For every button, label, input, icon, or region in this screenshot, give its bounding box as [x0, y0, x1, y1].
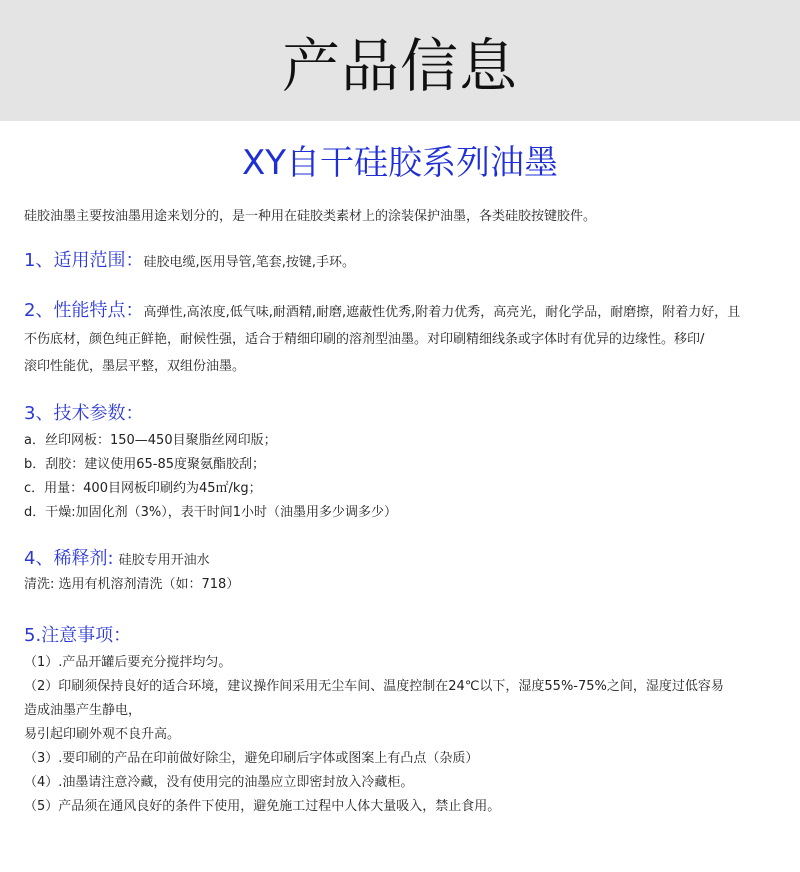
section-text: 硅胶专用开油水	[118, 553, 210, 568]
list-item: a．丝印网板：150—450目聚脂丝网印版；	[24, 433, 277, 448]
header-banner	[0, 0, 800, 121]
notes-list	[24, 651, 776, 819]
list-item: （2）印刷须保持良好的适合环境，建议操作间采用无尘车间、温度控制在24℃以下，湿度55%-75%之间，湿度过低容易	[24, 679, 724, 694]
section-heading: 1、适用范围：	[24, 250, 144, 271]
intro-paragraph: 硅胶油墨主要按油墨用途来划分的，是一种用在硅胶类素材上的涂装保护油墨，各类硅胶按键胶件。	[24, 209, 597, 224]
list-item: （4）.油墨请注意冷藏，没有使用完的油墨应立即密封放入冷藏柜。	[24, 775, 414, 790]
section-text: 不伤底材，颜色纯正鲜艳，耐候性强，适合于精细印刷的溶剂型油墨。对印刷精细线条或字体时有优异的边缘性。移印/	[24, 332, 705, 347]
list-item: （3）.要印刷的产品在印前做好除尘，避免印刷后字体或图案上有凸点（杂质）	[24, 751, 479, 766]
section-thinner	[24, 547, 776, 573]
product-title: XY自干硅胶系列油墨	[241, 143, 559, 183]
section-heading: 4、稀释剂:	[24, 548, 114, 569]
product-description	[0, 207, 800, 819]
section-text: 滚印性能优，墨层平整，双组份油墨。	[24, 359, 246, 374]
list-item: （5）产品须在通风良好的条件下使用，避免施工过程中人体大量吸入，禁止食用。	[24, 799, 501, 814]
list-item: （1）.产品开罐后要充分搅拌均匀。	[24, 655, 232, 670]
technical-list	[24, 429, 776, 525]
cleaning-text: 清洗: 选用有机溶剂清洗（如：718）	[24, 577, 240, 592]
list-item: 易引起印刷外观不良升高。	[24, 727, 181, 742]
list-item: d．干燥:加固化剂（3%），表干时间1小时（油墨用多少调多少）	[24, 505, 398, 520]
section-heading-notes: 5.注意事项：	[24, 625, 132, 646]
section-application	[24, 249, 776, 275]
list-item: 造成油墨产生静电，	[24, 703, 142, 718]
section-text: 高弹性,高浓度,低气味,耐酒精,耐磨,遮蔽性优秀,附着力优秀，高亮光，耐化学品，耐磨擦，附着力好，且	[143, 305, 741, 320]
section-features	[24, 299, 776, 379]
section-heading: 2、性能特点：	[24, 300, 144, 321]
list-item: c．用量：400目网板印刷约为45㎡/kg；	[24, 481, 262, 496]
section-heading-technical: 3、技术参数：	[24, 403, 144, 424]
section-text: 硅胶电缆,医用导管,笔套,按键,手环。	[143, 255, 355, 270]
page-title: 产品信息	[281, 31, 518, 100]
list-item: b．刮胶：建议使用65-85度聚氨酯胶刮；	[24, 457, 266, 472]
